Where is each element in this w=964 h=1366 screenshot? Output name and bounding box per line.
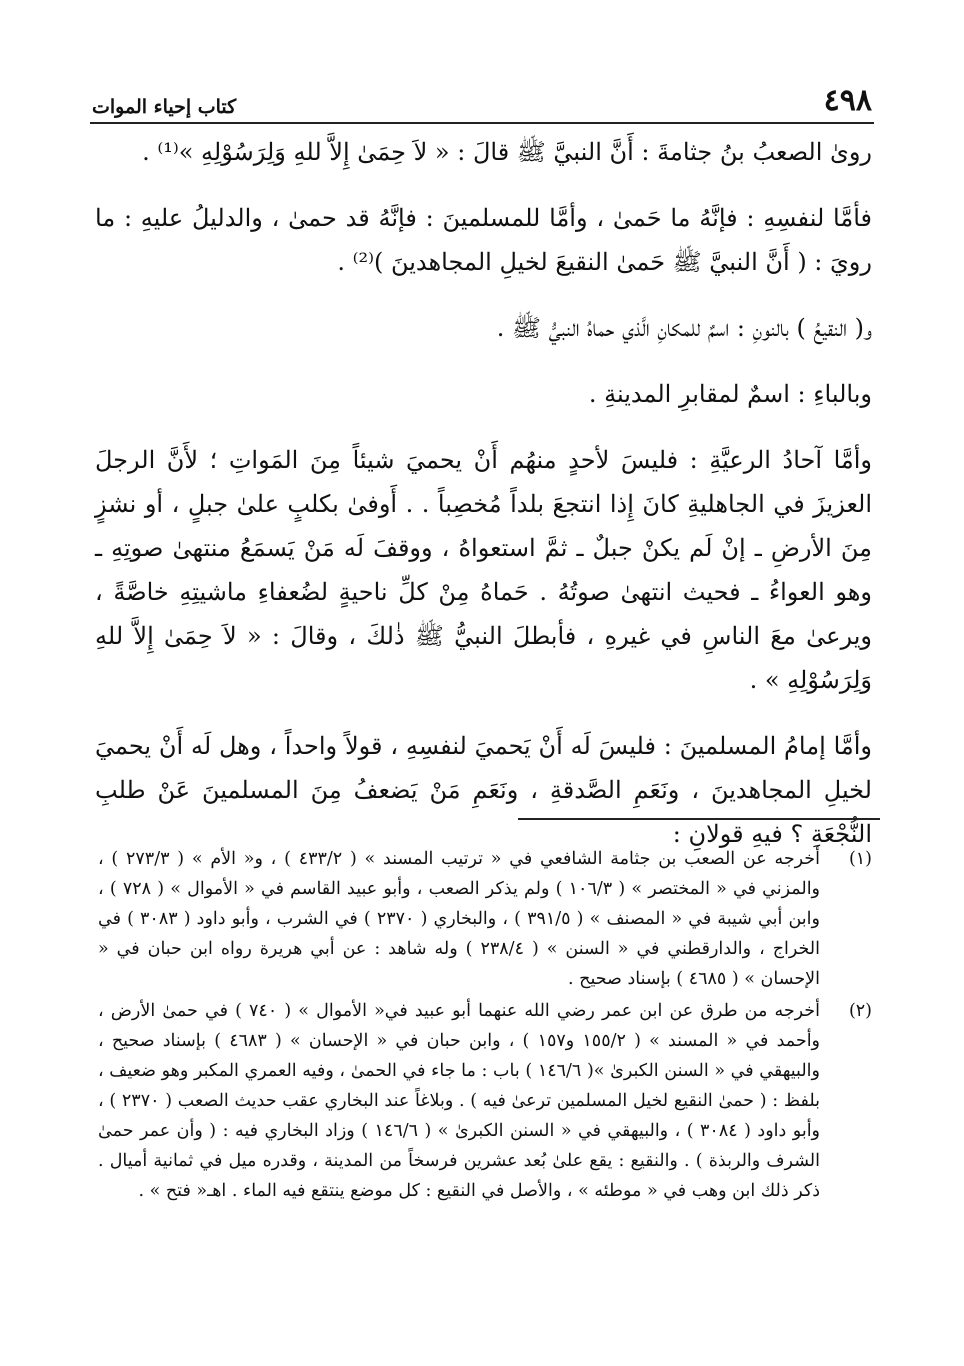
running-title: كتاب إحياء الموات	[92, 96, 237, 118]
paragraph: وبالباءِ : اسمٌ لمقابرِ المدينةِ .	[588, 380, 872, 408]
footnote-number: (١)	[848, 849, 872, 869]
footnote-number: (٢)	[848, 1001, 872, 1021]
paragraph: وأمَّا آحادُ الرعيَّةِ : فليسَ لأحدٍ منهُم أَنْ يحميَ شيئاً مِنَ المَواتِ ؛ لأَنَّ الرجلَ العزيزَ في الجاهليةِ كانَ إِذا انتجعَ بلداً مُخصِباً . . أَوفىٰ بكلبٍ علىٰ جبلٍ ، أو نشزٍ مِنَ الأرضِ ـ إنْ لَم يكنْ جبلٌ ـ ثمَّ استعواهُ ، ووقفَ لَه مَنْ يَسمَعُ منتهىٰ صوتِهِ ـ وهو العواءُ ـ فحيث انتهىٰ صوتُهُ . حَماهُ مِنْ كلِّ ناحيةٍ لضُعفاءِ ماشيتِهِ خاصَّةً ، ويرعىٰ معَ الناسِ في غيرهِ ، فأبطلَ النبيُّ ﷺ ذٰلكَ ، وقالَ : « لاَ حِمَىٰ إِلاَّ للهِ وَلِرَسُوْلِهِ » .	[95, 446, 872, 694]
page-header	[92, 83, 872, 118]
page-number: ٤٩٨	[823, 83, 872, 118]
footnote	[98, 996, 872, 1206]
footnote	[98, 844, 872, 994]
footnote-text: أخرجه من طرق عن ابن عمر رضي الله عنهما أبو عبيد في« الأموال » ( ٧٤٠ ) في حمىٰ الأرض ، وأحمد في « المسند » ( ١٥٥/٢ و١٥٧ ) ، وابن حبان في « الإحسان » ( ٤٦٨٣ ) بإسناد صحيح ، والبيهقي في « السنن الكبرىٰ »( ١٤٦/٦ ) باب : ما جاء في الحمىٰ ، وفيه العمري المكبر وهو ضعيف ، بلفظ : ( حمىٰ النقيع لخيل المسلمين ترعىٰ فيه ) . وبلاغاً عند البخاري عقب حديث الصعب ( ٢٣٧٠ ) ، وأبو داود ( ٣٠٨٤ ) ، والبيهقي في « السنن الكبرىٰ » ( ١٤٦/٦ ) وزاد البخاري فيه : ( وأن عمر حمىٰ الشرف والربذة ) . والنقيع : يقع علىٰ بُعد عشرين فرسخاً من المدينة ، وقدره ميل في ثمانية أميال . ذكر ذلك ابن وهب في « موطئه » ، والأصل في النقيع : كل موضع ينتقع فيه الماء . اهـ« فتح » .	[98, 1001, 821, 1201]
main-text	[95, 130, 872, 870]
paragraph: فأمَّا لنفسِهِ : فإنَّهُ ما حَمىٰ ، وأمَّا للمسلمينَ : فإنَّهُ قد حمىٰ ، والدليلُ عليهِ : ما رويَ : ( أَنَّ النبيَّ ﷺ حَمىٰ النقيعَ لخيلِ المجاهدينَ )⁽²⁾ .	[95, 204, 872, 276]
footnote-text: أخرجه عن الصعب بن جثامة الشافعي في « ترتيب المسند » ( ٤٣٣/٢ ) ، و« الأم » ( ٢٧٣/٣ ) ، والمزني في « المختصر » ( ١٠٦/٣ ) ولم يذكر الصعب ، وأبو عبيد القاسم في « الأموال » ( ٧٢٨ ) ، وابن أبي شيبة في « المصنف » ( ٣٩١/٥ ) ، والبخاري ( ٢٣٧٠ ) في الشرب ، وأبو داود ( ٣٠٨٣ ) في الخراج ، والدارقطني في « السنن » ( ٢٣٨/٤ ) وله شاهد : عن أبي هريرة رواه ابن حبان في « الإحسان » ( ٤٦٨٥ ) بإسناد صحيح .	[98, 849, 821, 989]
header-rule	[90, 122, 874, 124]
paragraph: وأمَّا إمامُ المسلمينَ : فليسَ لَه أَنْ يَحميَ لنفسِهِ ، قولاً واحداً ، وهل لَه أَنْ يحميَ لخيلِ المجاهدينَ ، ونَعَمِ الصَّدقةِ ، ونَعَمِ مَنْ يَضعفُ مِنَ المسلمينَ عَنْ طلبِ النُّجْعَةِ ؟ فيهِ قولانِ :	[95, 732, 872, 848]
paragraph: روىٰ الصعبُ بنُ جثامةَ : أَنَّ النبيَّ ﷺ قالَ : « لاَ حِمَىٰ إِلاَّ للهِ وَلِرَسُوْلِهِ »⁽¹⁾ .	[142, 138, 872, 166]
footnote-rule	[518, 818, 880, 820]
footnotes	[98, 844, 872, 1208]
paragraph: و( النقيعُ ) بالنونِ : اسمٌ للمكانِ الَّذي حماهُ النبيُّ ﷺ .	[496, 314, 872, 342]
